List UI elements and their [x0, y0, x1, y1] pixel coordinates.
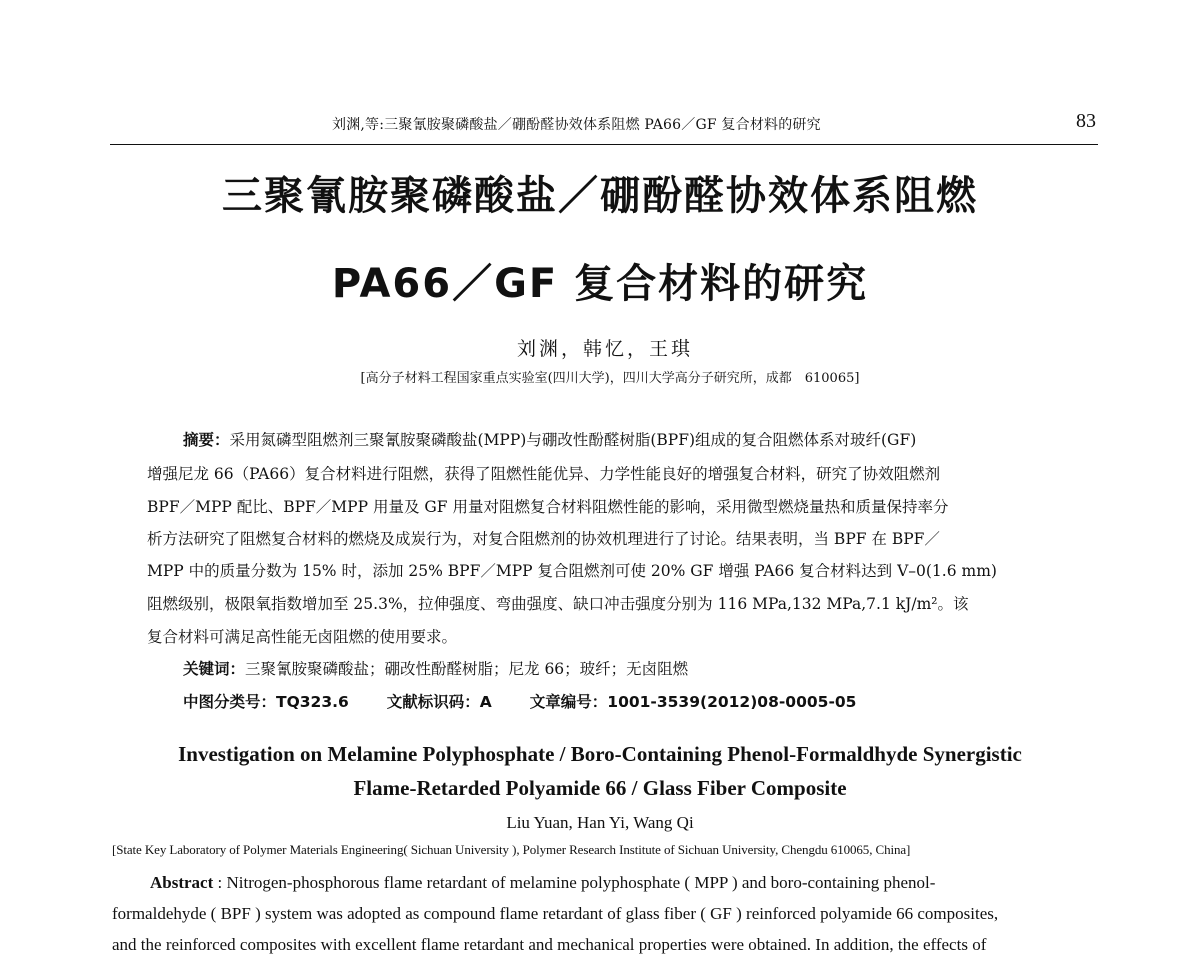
abstract-cn-line: BPF／MPP 配比、BPF／MPP 用量及 GF 用量对阻燃复合材料阻燃性能的影响，采用微型燃烧量热和质量保持率分 [147, 498, 949, 516]
abstract-cn-label: 摘要： [183, 431, 230, 449]
keywords-cn [183, 657, 688, 679]
abstract-en-text: : Nitrogen-phosphorous flame retardant of melamine polyphosphate ( MPP ) and boro-containing phenol- [217, 873, 936, 892]
classification-line [183, 690, 856, 712]
abstract-en-label: Abstract [150, 873, 214, 892]
affiliation-cn: [高分子材料工程国家重点实验室(四川大学)，四川大学高分子研究所，成都 610065] [360, 371, 860, 386]
running-header [110, 112, 1098, 145]
abstract-cn-line: 增强尼龙 66（PA66）复合材料进行阻燃，获得了阻燃性能优异、力学性能良好的增强复合材料，研究了协效阻燃剂 [147, 465, 941, 483]
title-en-line2: Flame-Retarded Polyamide 66 / Glass Fiber Composite [353, 776, 847, 800]
abstract-cn-line: 阻燃级别，极限氧指数增加至 25.3%，拉伸强度、弯曲强度、缺口冲击强度分别为 116 MPa,132 MPa,7.1 kJ/m²。该 [147, 595, 969, 613]
document-code: 文献标识码：A [386, 693, 492, 711]
running-title: 刘渊,等:三聚氰胺聚磷酸盐／硼酚醛协效体系阻燃 PA66／GF 复合材料的研究 [332, 117, 821, 133]
abstract-en-line: formaldehyde ( BPF ) system was adopted as compound flame retardant of glass fiber ( GF ) reinforced polyamide 66 composites, [112, 904, 999, 923]
abstract-cn-line: MPP 中的质量分数为 15% 时，添加 25% BPF／MPP 复合阻燃剂可使 20% GF 增强 PA66 复合材料达到 V–0(1.6 mm) [147, 562, 997, 580]
abstract-cn-text: 采用氮磷型阻燃剂三聚氰胺聚磷酸盐(MPP)与硼改性酚醛树脂(BPF)组成的复合阻燃体系对玻纤(GF) [229, 431, 917, 449]
abstract-cn-line: 复合材料可满足高性能无卤阻燃的使用要求。 [147, 628, 458, 646]
title-cn-line1: 三聚氰胺聚磷酸盐／硼酚醛协效体系阻燃 [222, 173, 978, 219]
abstract-cn-line [183, 428, 1083, 450]
abstract-cn-line: 析方法研究了阻燃复合材料的燃烧及成炭行为，对复合阻燃剂的协效机理进行了讨论。结果表明，当 BPF 在 BPF／ [147, 530, 940, 548]
keywords-cn-text: 三聚氰胺聚磷酸盐；硼改性酚醛树脂；尼龙 66；玻纤；无卤阻燃 [245, 660, 689, 678]
abstract-en-line: and the reinforced composites with excellent flame retardant and mechanical properties were obtained. In addition, the effects of [112, 935, 987, 954]
authors-en: Liu Yuan, Han Yi, Wang Qi [506, 813, 694, 832]
affiliation-en: [State Key Laboratory of Polymer Materials Engineering( Sichuan University ), Polymer Research Institute of Sichuan University, Chengdu 610065, China] [112, 842, 911, 857]
keywords-cn-label: 关键词： [183, 660, 246, 678]
title-cn-line2: PA66／GF 复合材料的研究 [331, 261, 869, 307]
clc-number: 中图分类号：TQ323.6 [183, 693, 349, 711]
title-en-line1: Investigation on Melamine Polyphosphate / Boro-Containing Phenol-Formaldhyde Synergistic [178, 742, 1022, 766]
page-number: 83 [1076, 110, 1096, 132]
authors-cn: 刘渊，韩忆，王琪 [516, 338, 693, 360]
article-number: 文章编号：1001-3539(2012)08-0005-05 [529, 693, 857, 711]
abstract-en-line [150, 873, 1138, 893]
